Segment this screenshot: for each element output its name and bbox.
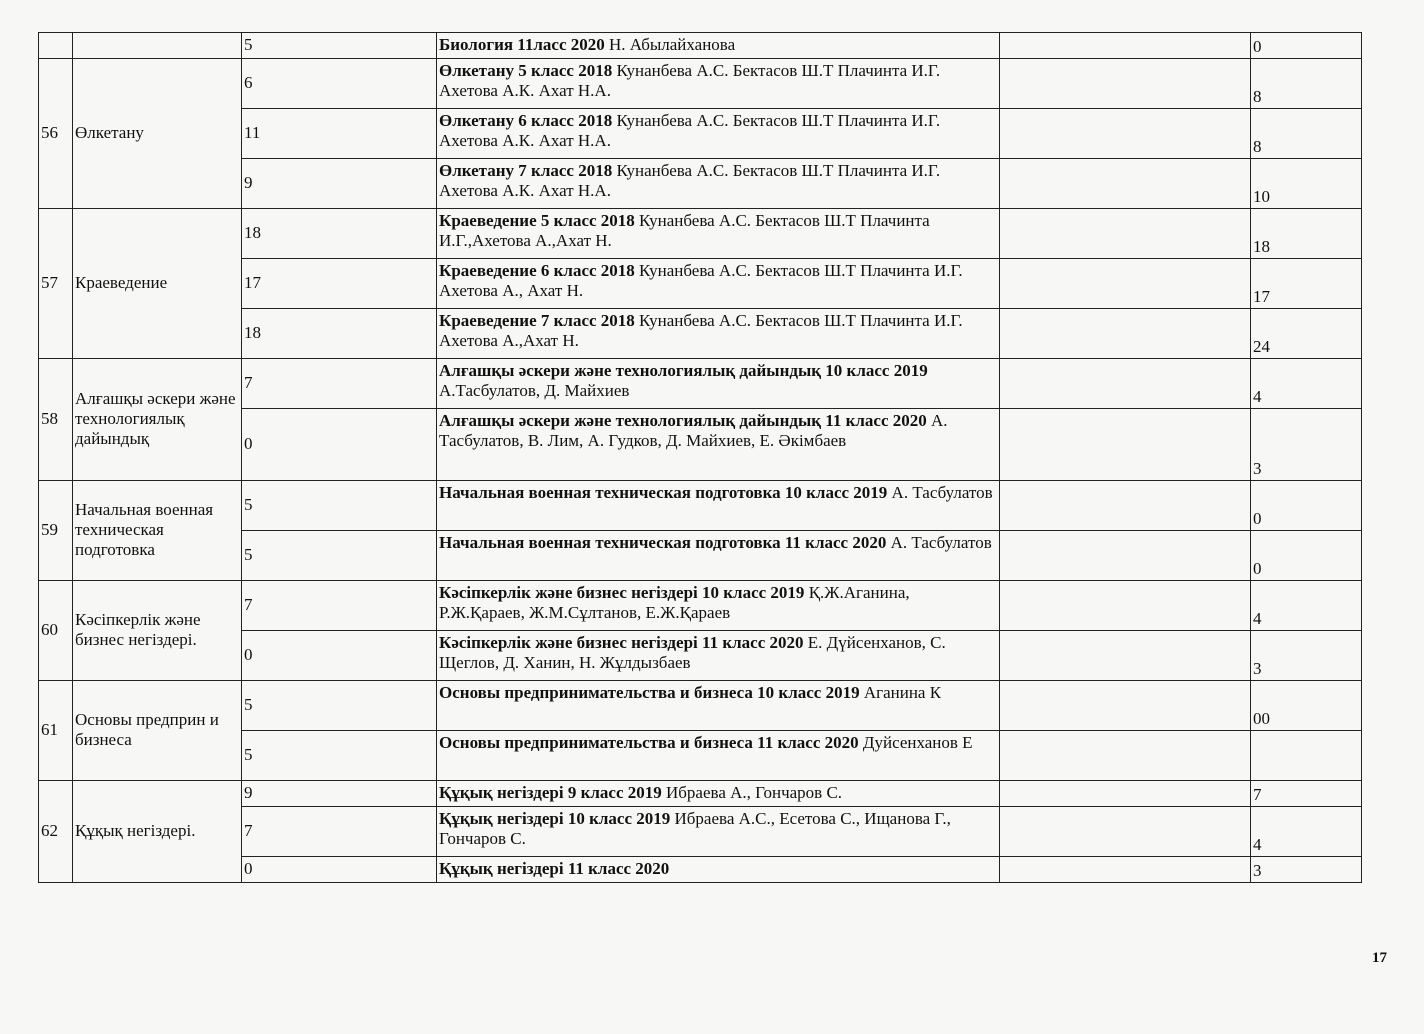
textbook-authors: Ибраева А., Гончаров С. — [661, 783, 843, 802]
textbook-title: Құқық негіздері 11 класс 2020 — [439, 859, 670, 878]
textbook-authors: Ибраева А.С., Есетова С., Ищанова Г., Гончаров С. — [439, 809, 951, 848]
textbook-entry — [437, 631, 1000, 681]
copies-count: 18 — [242, 209, 437, 259]
textbook-authors: Аганина К — [859, 683, 942, 702]
page-number: 17 — [1372, 950, 1387, 966]
subject-name — [73, 33, 242, 59]
total-count: 3 — [1251, 857, 1362, 883]
textbook-authors: Кунанбева А.С. Бектасов Ш.Т Плачинта И.Г. Ахетова А.,Ахат Н. — [439, 311, 963, 350]
textbook-entry — [437, 781, 1000, 807]
textbook-title: Биология 11ласс 2020 — [439, 35, 605, 54]
textbook-title: Кәсіпкерлік және бизнес негіздері 11 класс 2020 — [439, 633, 804, 652]
textbook-authors: А.Тасбулатов, Д. Майхиев — [439, 381, 630, 400]
textbook-title: Основы предпринимательства и бизнеса 10 класс 2019 — [439, 683, 860, 702]
total-count: 18 — [1251, 209, 1362, 259]
note-cell — [1000, 857, 1251, 883]
textbook-entry — [437, 209, 1000, 259]
textbook-title: Құқық негіздері 10 класс 2019 — [439, 809, 671, 828]
textbook-authors: А. Тасбулатов, В. Лим, А. Гудков, Д. Майхиев, Е. Әкімбаев — [439, 411, 948, 450]
textbook-authors: Н. Абылайханова — [604, 35, 736, 54]
textbook-title: Краеведение 7 класс 2018 — [439, 311, 635, 330]
subject-name: Основы предприн и бизнеса — [73, 681, 242, 781]
note-cell — [1000, 259, 1251, 309]
table-row — [39, 681, 1362, 731]
textbook-entry — [437, 531, 1000, 581]
row-index: 62 — [39, 781, 73, 883]
textbook-title: Краеведение 5 класс 2018 — [439, 211, 635, 230]
total-count: 00 — [1251, 681, 1362, 731]
total-count — [1251, 731, 1362, 781]
note-cell — [1000, 309, 1251, 359]
table-row — [39, 359, 1362, 409]
subject-name: Алғашқы әскери және технологиялық дайындық — [73, 359, 242, 481]
note-cell — [1000, 581, 1251, 631]
textbook-authors: Дуйсенханов Е — [858, 733, 973, 752]
textbook-title: Алғашқы әскери және технологиялық дайындық 11 класс 2020 — [439, 411, 927, 430]
note-cell — [1000, 731, 1251, 781]
textbook-authors: Кунанбева А.С. Бектасов Ш.Т Плачинта И.Г.,Ахетова А.,Ахат Н. — [439, 211, 930, 250]
row-index: 56 — [39, 59, 73, 209]
total-count: 0 — [1251, 33, 1362, 59]
textbook-title: Алғашқы әскери және технологиялық дайындық 10 класс 2019 — [439, 361, 928, 380]
textbook-authors: Қ.Ж.Аганина, Р.Ж.Қараев, Ж.М.Сұлтанов, Е.Ж.Қараев — [439, 583, 910, 622]
table-row — [39, 59, 1362, 109]
textbook-entry — [437, 731, 1000, 781]
note-cell — [1000, 807, 1251, 857]
copies-count: 7 — [242, 359, 437, 409]
table-row — [39, 581, 1362, 631]
note-cell — [1000, 359, 1251, 409]
table-row — [39, 481, 1362, 531]
subject-name: Құқық негіздері. — [73, 781, 242, 883]
textbook-authors: А. Тасбулатов — [886, 533, 992, 552]
note-cell — [1000, 209, 1251, 259]
textbook-authors: Е. Дүйсенханов, С. Щеглов, Д. Ханин, Н. Жұлдызбаев — [439, 633, 946, 672]
textbook-title: Өлкетану 5 класс 2018 — [439, 61, 613, 80]
table-row — [39, 209, 1362, 259]
textbook-entry — [437, 309, 1000, 359]
textbook-entry — [437, 857, 1000, 883]
note-cell — [1000, 33, 1251, 59]
copies-count: 5 — [242, 33, 437, 59]
total-count: 8 — [1251, 59, 1362, 109]
row-index — [39, 33, 73, 59]
total-count: 7 — [1251, 781, 1362, 807]
copies-count: 17 — [242, 259, 437, 309]
copies-count: 9 — [242, 159, 437, 209]
copies-count: 9 — [242, 781, 437, 807]
note-cell — [1000, 59, 1251, 109]
textbook-title: Начальная военная техническая подготовка 11 класс 2020 — [439, 533, 887, 552]
copies-count: 7 — [242, 581, 437, 631]
total-count: 4 — [1251, 359, 1362, 409]
textbook-title: Кәсіпкерлік және бизнес негіздері 10 класс 2019 — [439, 583, 805, 602]
subject-name: Краеведение — [73, 209, 242, 359]
total-count: 4 — [1251, 807, 1362, 857]
textbook-entry — [437, 359, 1000, 409]
textbook-entry — [437, 33, 1000, 59]
copies-count: 5 — [242, 481, 437, 531]
textbook-authors: Кунанбева А.С. Бектасов Ш.Т Плачинта И.Г. Ахетова А., Ахат Н. — [439, 261, 963, 300]
textbook-table — [38, 32, 1362, 883]
textbook-entry — [437, 481, 1000, 531]
copies-count: 7 — [242, 807, 437, 857]
copies-count: 18 — [242, 309, 437, 359]
textbook-title: Өлкетану 7 класс 2018 — [439, 161, 613, 180]
textbook-title: Начальная военная техническая подготовка 10 класс 2019 — [439, 483, 888, 502]
note-cell — [1000, 781, 1251, 807]
copies-count: 6 — [242, 59, 437, 109]
textbook-entry — [437, 109, 1000, 159]
textbook-entry — [437, 409, 1000, 481]
note-cell — [1000, 631, 1251, 681]
copies-count: 5 — [242, 681, 437, 731]
subject-name: Өлкетану — [73, 59, 242, 209]
textbook-entry — [437, 259, 1000, 309]
row-index: 57 — [39, 209, 73, 359]
textbook-entry — [437, 807, 1000, 857]
textbook-authors: Кунанбева А.С. Бектасов Ш.Т Плачинта И.Г. Ахетова А.К. Ахат Н.А. — [439, 111, 941, 150]
note-cell — [1000, 531, 1251, 581]
textbook-authors: А. Тасбулатов — [887, 483, 993, 502]
textbook-title: Өлкетану 6 класс 2018 — [439, 111, 613, 130]
row-index: 61 — [39, 681, 73, 781]
subject-name: Кәсіпкерлік және бизнес негіздері. — [73, 581, 242, 681]
copies-count: 0 — [242, 409, 437, 481]
textbook-entry — [437, 581, 1000, 631]
textbook-entry — [437, 59, 1000, 109]
total-count: 4 — [1251, 581, 1362, 631]
copies-count: 5 — [242, 731, 437, 781]
row-index: 58 — [39, 359, 73, 481]
note-cell — [1000, 481, 1251, 531]
total-count: 24 — [1251, 309, 1362, 359]
textbook-authors: Кунанбева А.С. Бектасов Ш.Т Плачинта И.Г. Ахетова А.К. Ахат Н.А. — [439, 61, 941, 100]
copies-count: 11 — [242, 109, 437, 159]
total-count: 0 — [1251, 531, 1362, 581]
row-index: 59 — [39, 481, 73, 581]
total-count: 0 — [1251, 481, 1362, 531]
textbook-title: Краеведение 6 класс 2018 — [439, 261, 635, 280]
table-row — [39, 33, 1362, 59]
subject-name: Начальная военная техническая подготовка — [73, 481, 242, 581]
textbook-entry — [437, 681, 1000, 731]
copies-count: 0 — [242, 857, 437, 883]
total-count: 8 — [1251, 109, 1362, 159]
table-row — [39, 781, 1362, 807]
note-cell — [1000, 109, 1251, 159]
textbook-authors: Кунанбева А.С. Бектасов Ш.Т Плачинта И.Г. Ахетова А.К. Ахат Н.А. — [439, 161, 941, 200]
textbook-title: Құқық негіздері 9 класс 2019 — [439, 783, 662, 802]
note-cell — [1000, 681, 1251, 731]
row-index: 60 — [39, 581, 73, 681]
copies-count: 0 — [242, 631, 437, 681]
total-count: 3 — [1251, 631, 1362, 681]
total-count: 3 — [1251, 409, 1362, 481]
note-cell — [1000, 159, 1251, 209]
note-cell — [1000, 409, 1251, 481]
copies-count: 5 — [242, 531, 437, 581]
total-count: 17 — [1251, 259, 1362, 309]
textbook-entry — [437, 159, 1000, 209]
total-count: 10 — [1251, 159, 1362, 209]
textbook-title: Основы предпринимательства и бизнеса 11 класс 2020 — [439, 733, 859, 752]
